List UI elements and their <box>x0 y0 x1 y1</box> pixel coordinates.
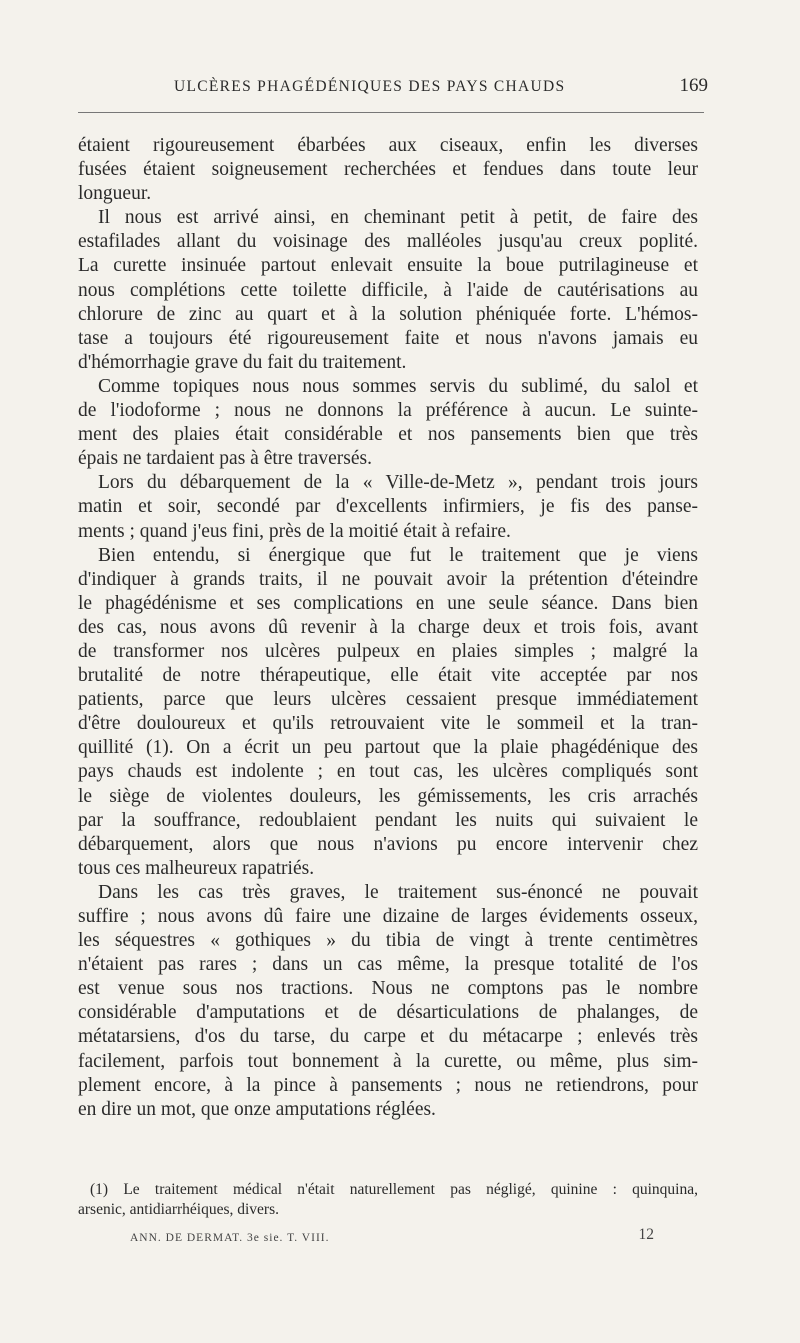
text-line: étaient rigoureusement ébarbées aux ciseaux, enfin les diverses <box>78 135 698 156</box>
text-line: matin et soir, secondé par d'excellents infirmiers, je fis des panse- <box>78 496 698 518</box>
running-title: ULCÈRES PHAGÉDÉNIQUES DES PAYS CHAUDS <box>174 78 566 95</box>
text-line: patients, parce que leurs ulcères cessaient presque immédiatement <box>78 689 698 711</box>
text-line: ment des plaies était considérable et nos pansements bien que très <box>78 424 698 446</box>
text-line: nous complétions cette toilette difficile, à l'aide de cautérisations au <box>78 279 698 301</box>
body-text <box>78 134 698 1122</box>
text-line: ments ; quand j'eus fini, près de la moitié était à refaire. <box>78 520 511 542</box>
text-line: Lors du débarquement de la « Ville-de-Metz », pendant trois jours <box>98 472 698 494</box>
text-line: Comme topiques nous nous sommes servis du sublimé, du salol et <box>98 375 698 397</box>
text-line: Bien entendu, si énergique que fut le traitement que je viens <box>98 544 698 566</box>
page-number: 169 <box>679 75 708 96</box>
text-line: suffire ; nous avons dû faire une dizaine de larges évidements osseux, <box>78 906 698 927</box>
text-line: La curette insinuée partout enlevait ensuite la boue putrilagineuse et <box>78 255 698 277</box>
text-line: fusées étaient soigneusement recherchées et fendues dans toute leur <box>78 159 698 181</box>
footnote <box>78 1180 698 1220</box>
text-line: de transformer nos ulcères pulpeux en plaies simples ; malgré la <box>78 640 698 662</box>
text-line: longueur. <box>78 183 152 205</box>
running-head <box>78 75 708 102</box>
text-line: par la souffrance, redoublaient pendant les nuits qui suivaient le <box>78 809 698 831</box>
text-line: d'indiquer à grands traits, il ne pouvait avoir la prétention d'éteindre <box>78 568 698 590</box>
text-line: le phagédénisme et ses complications en une seule séance. Dans bien <box>78 592 698 614</box>
text-line: d'hémorrhagie grave du fait du traitement. <box>78 351 407 373</box>
text-line: les séquestres « gothiques » du tibia de vingt à trente centimètres <box>78 930 698 952</box>
text-line: tase a toujours été rigoureusement faite et nous n'avons jamais eu <box>78 327 698 349</box>
text-line: estafilades allant du voisinage des malléoles jusqu'au creux poplité. <box>78 231 698 253</box>
text-line: métatarsiens, d'os du tarse, du carpe et du métacarpe ; enlevés très <box>78 1026 698 1048</box>
text-line: débarquement, alors que nous n'avions pu encore intervenir chez <box>78 833 698 855</box>
text-line: chlorure de zinc au quart et à la solution phéniquée forte. L'hémos- <box>78 303 698 325</box>
text-line: facilement, parfois tout bonnement à la curette, ou même, plus sim- <box>78 1050 698 1072</box>
text-line: plement encore, à la pince à pansements ; nous ne retiendrons, pour <box>78 1074 698 1096</box>
signature-mark: ANN. DE DERMAT. 3e sie. T. VIII. <box>130 1232 330 1244</box>
text-line: pays chauds est indolente ; en tout cas, les ulcères compliqués sont <box>78 761 698 783</box>
signature-number: 12 <box>638 1226 654 1243</box>
header-rule <box>78 112 704 113</box>
text-line: considérable d'amputations et de désarticulations de phalanges, de <box>78 1002 698 1024</box>
text-line: brutalité de notre thérapeutique, elle était vite acceptée par nos <box>78 665 698 687</box>
text-line: épais ne tardaient pas à être traversés. <box>78 448 372 470</box>
text-line: d'être douloureux et qu'ils retrouvaient vite le sommeil et la tran- <box>78 713 698 735</box>
text-line: en dire un mot, que onze amputations réglées. <box>78 1098 436 1120</box>
text-line: de l'iodoforme ; nous ne donnons la préférence à aucun. Le suinte- <box>78 400 698 422</box>
text-line: quillité (1). On a écrit un peu partout que la plaie phagédénique des <box>78 737 698 759</box>
text-line: Dans les cas très graves, le traitement sus-énoncé ne pouvait <box>98 881 698 903</box>
footnote-line: arsenic, antidiarrhéiques, divers. <box>78 1201 279 1218</box>
text-line: tous ces malheureux rapatriés. <box>78 857 315 879</box>
text-line: Il nous est arrivé ainsi, en cheminant petit à petit, de faire des <box>98 207 698 229</box>
footnote-line: (1) Le traitement médical n'était naturellement pas négligé, quinine : quinquina, <box>90 1181 698 1198</box>
text-line: des cas, nous avons dû revenir à la charge deux et trois fois, avant <box>78 616 698 638</box>
text-line: est venue sous nos tractions. Nous ne comptons pas le nombre <box>78 978 698 1000</box>
text-line: n'étaient pas rares ; dans un cas même, la presque totalité de l'os <box>78 954 698 976</box>
text-line: le siège de violentes douleurs, les gémissements, les cris arrachés <box>78 785 698 807</box>
